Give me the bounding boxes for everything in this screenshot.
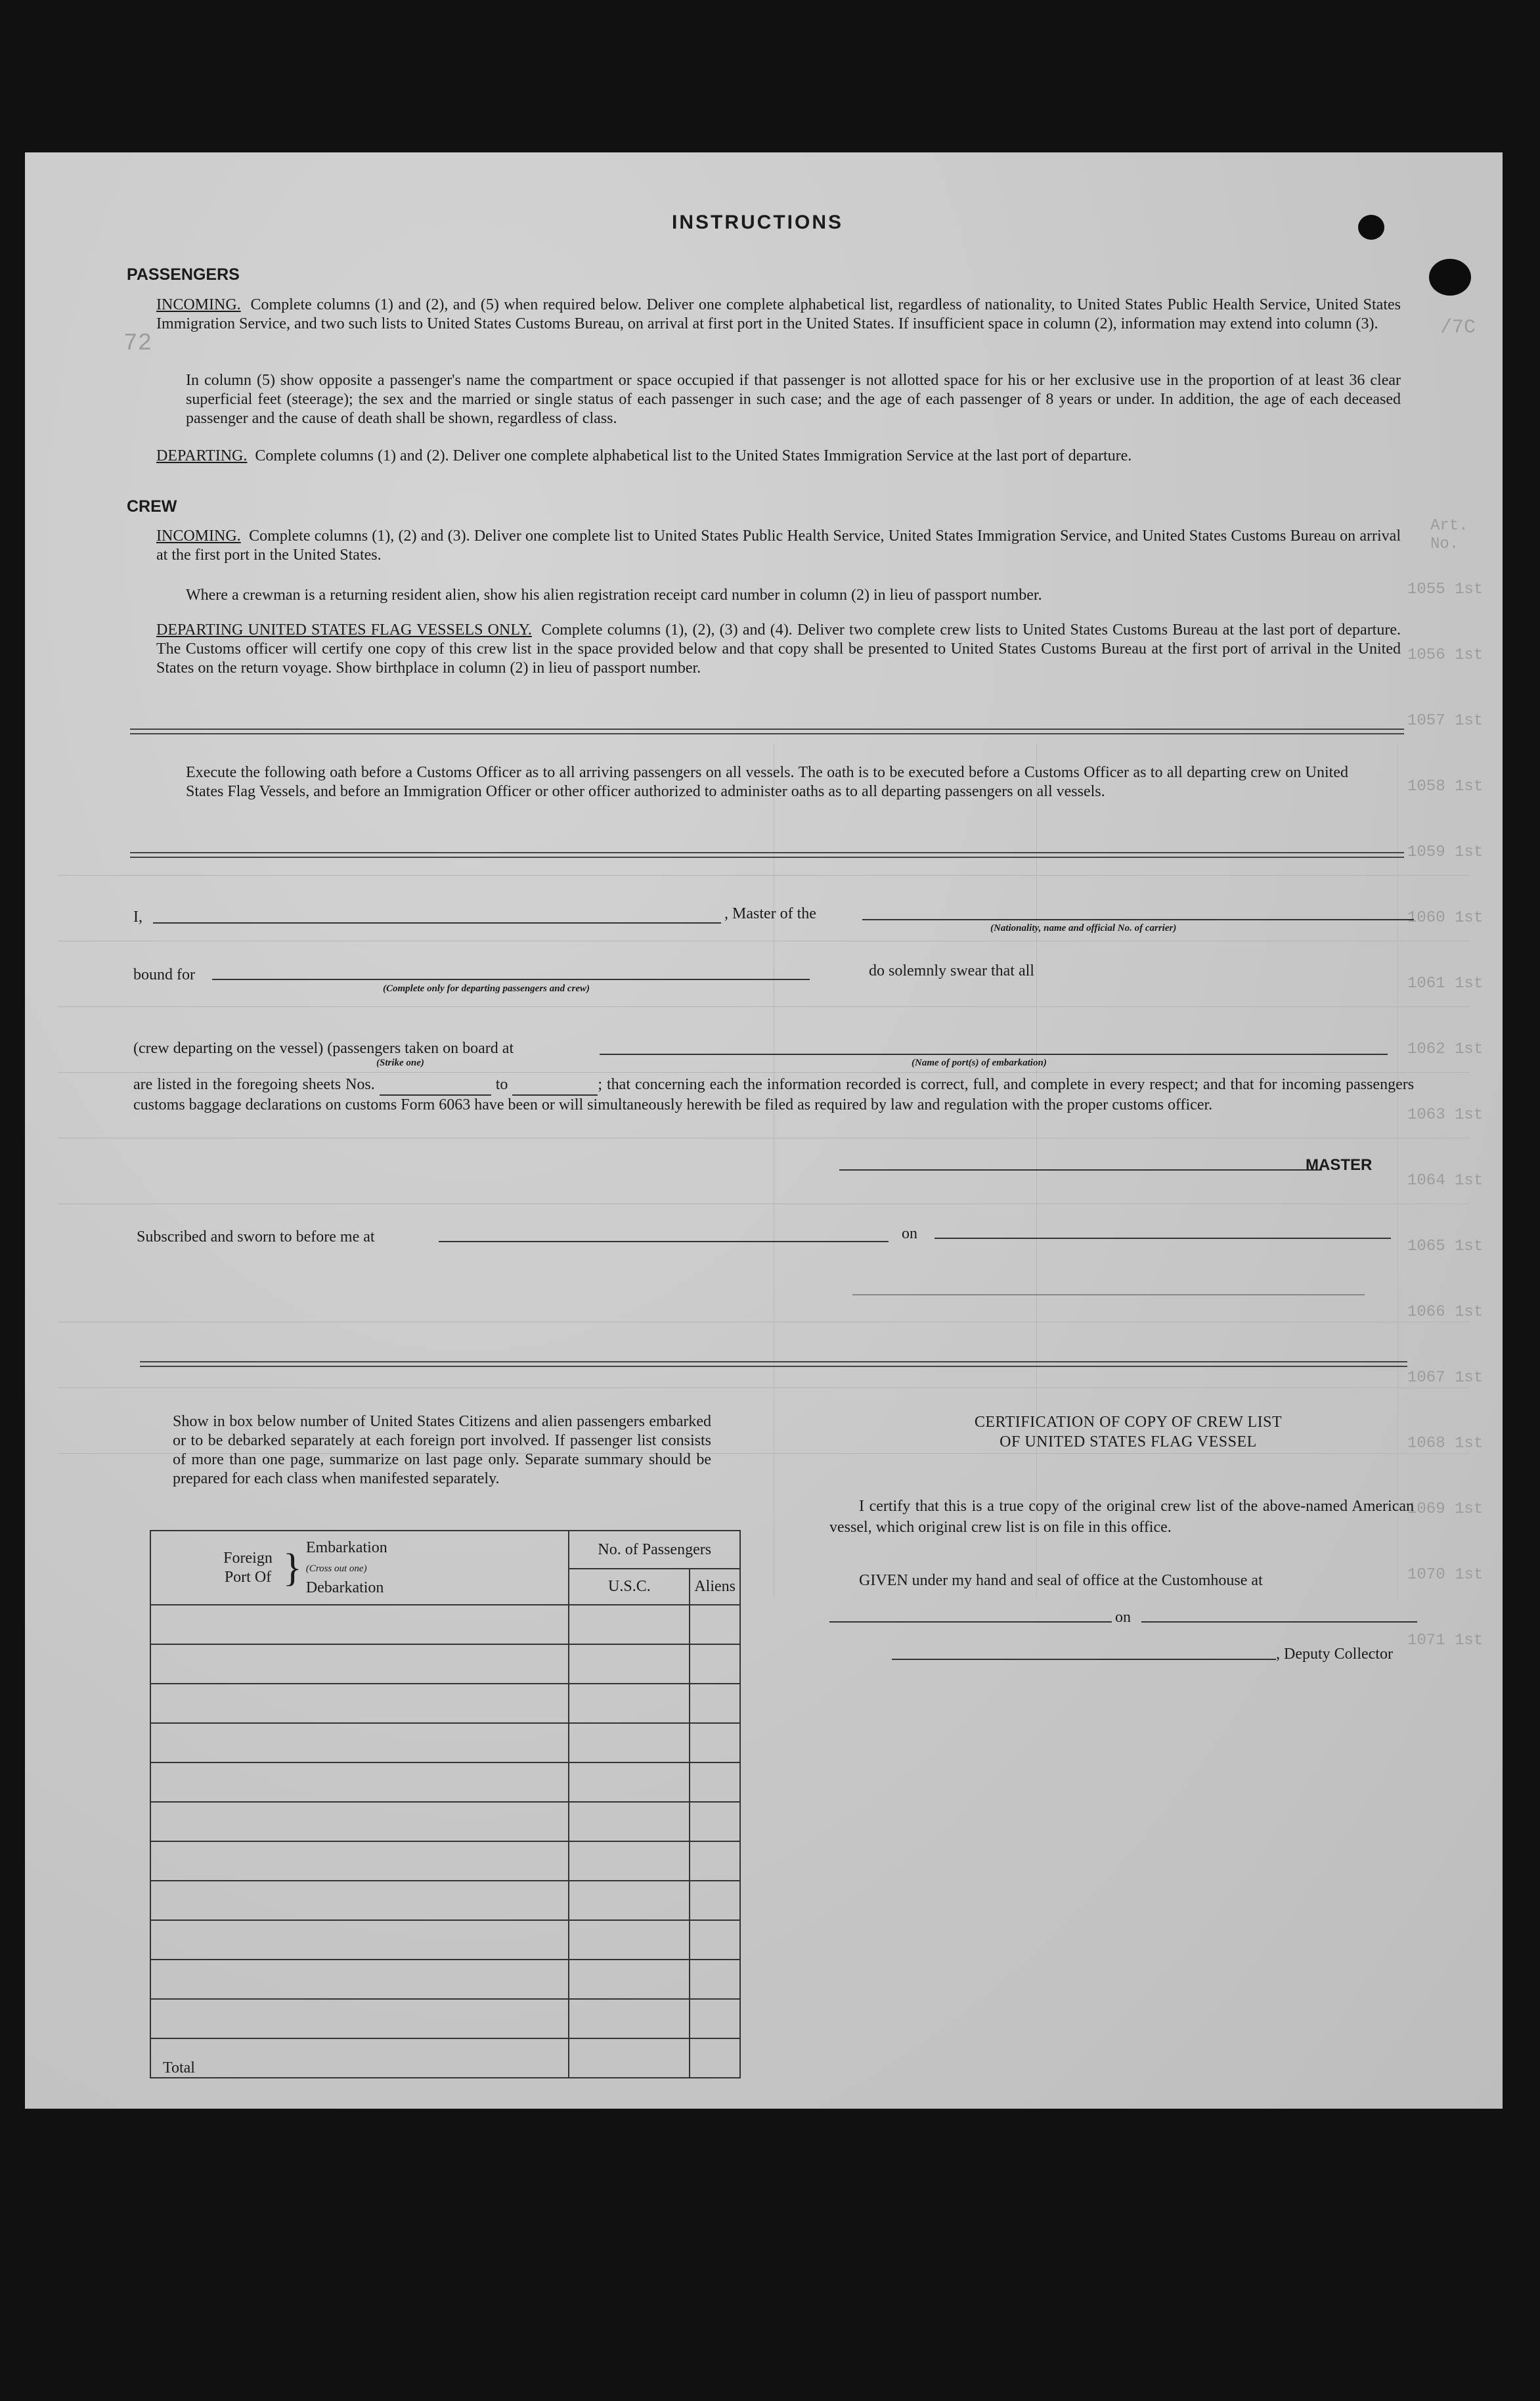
- passenger-summary-table: [150, 1530, 741, 2078]
- margin-mark: No.: [1430, 535, 1459, 553]
- sworn-date-line[interactable]: [935, 1238, 1391, 1239]
- summary-instructions: Show in box below number of United States Citizens and alien passengers embarked or to be debarked separately at each foreign port involved. If passenger list consists of more than one page, summarize on last page only. Separate summary should be prepared for each class when manifested separately.: [173, 1413, 711, 1487]
- listed-in-text: [133, 1075, 1414, 1115]
- bound-for-line[interactable]: [212, 979, 810, 980]
- listed-in-label: are listed in the foregoing sheets Nos.: [133, 1076, 375, 1093]
- bleed-number: 1068 1st: [1407, 1435, 1484, 1452]
- summary-row: [150, 1723, 740, 1762]
- strike-one-caption: (Strike one): [376, 1058, 424, 1068]
- crew-incoming-label: INCOMING.: [156, 527, 241, 545]
- cross-out-label: (Cross out one): [305, 1563, 367, 1574]
- total-usc-cell[interactable]: [569, 2038, 690, 2078]
- usc-cell[interactable]: [569, 1723, 690, 1762]
- total-label: Total: [150, 2038, 569, 2078]
- bleed-line: [58, 1387, 1470, 1388]
- summary-row: [150, 1960, 740, 1999]
- bleed-number: 1070 1st: [1407, 1566, 1484, 1584]
- bleed-number: 1055 1st: [1407, 581, 1484, 598]
- bleed-number: 1063 1st: [1407, 1106, 1484, 1124]
- certify-text: I certify that this is a true copy of the original crew list of the above-named American vessel, which original crew list is on file in this office.: [829, 1498, 1414, 1536]
- usc-cell[interactable]: [569, 1920, 690, 1960]
- usc-cell[interactable]: [569, 1841, 690, 1881]
- sheet-to-line[interactable]: [512, 1075, 598, 1096]
- summary-row: [150, 1762, 740, 1802]
- certification-date-line[interactable]: [1141, 1621, 1417, 1623]
- usc-cell[interactable]: [569, 1605, 690, 1644]
- aliens-cell[interactable]: [690, 1644, 740, 1684]
- sworn-place-line[interactable]: [439, 1241, 889, 1242]
- port-cell[interactable]: [150, 1762, 569, 1802]
- passengers-departing: [156, 447, 1401, 466]
- bleed-number: 1058 1st: [1407, 778, 1484, 796]
- port-header: Foreign Port Of } Embarkation (Cross out one) Debarkation: [150, 1531, 569, 1605]
- passengers-departing-label: DEPARTING.: [156, 447, 248, 464]
- aliens-cell[interactable]: [690, 1802, 740, 1841]
- aliens-cell[interactable]: [690, 1960, 740, 1999]
- summary-row: [150, 1684, 740, 1723]
- passengers-departing-text: Complete columns (1) and (2). Deliver one complete alphabetical list to the United States Immigration Service at the last port of departure.: [255, 447, 1132, 464]
- aliens-cell[interactable]: [690, 1762, 740, 1802]
- usc-cell[interactable]: [569, 1960, 690, 1999]
- crew-departing: [156, 621, 1401, 678]
- passengers-heading: PASSENGERS: [127, 265, 240, 284]
- bleed-number: 1065 1st: [1407, 1238, 1484, 1255]
- usc-cell[interactable]: [569, 1881, 690, 1920]
- bound-for-label: bound for: [133, 966, 195, 983]
- port-cell[interactable]: [150, 1605, 569, 1644]
- bleed-number: 1060 1st: [1407, 909, 1484, 927]
- margin-mark: /7C: [1440, 317, 1476, 339]
- summary-row: [150, 1920, 740, 1960]
- crew-heading: CREW: [127, 497, 177, 516]
- usc-header: U.S.C.: [569, 1569, 690, 1605]
- margin-mark: 72: [123, 330, 152, 357]
- master-name-line[interactable]: [153, 922, 721, 924]
- certification-on-label: on: [1115, 1609, 1131, 1626]
- summary-row: [150, 1841, 740, 1881]
- passengers-incoming-label: INCOMING.: [156, 296, 241, 313]
- ink-blot: [1358, 215, 1384, 240]
- summary-row: [150, 1605, 740, 1644]
- officer-line[interactable]: [852, 1294, 1365, 1295]
- embarkation-ports-line[interactable]: [600, 1054, 1388, 1055]
- usc-cell[interactable]: [569, 1762, 690, 1802]
- crew-departing-label: DEPARTING UNITED STATES FLAG VESSELS ONLY.: [156, 621, 532, 639]
- summary-row: [150, 1644, 740, 1684]
- crew-resident-text: Where a crewman is a returning resident alien, show his alien registration receipt card number in column (2) in lieu of passport number.: [186, 587, 1042, 604]
- aliens-cell[interactable]: [690, 1684, 740, 1723]
- port-cell[interactable]: [150, 1960, 569, 1999]
- no-passengers-header: No. of Passengers: [569, 1531, 740, 1569]
- usc-cell[interactable]: [569, 1644, 690, 1684]
- crew-incoming-text: Complete columns (1), (2) and (3). Deliver one complete list to United States Public Health Service, United States Immigration Service, and United States Customs Bureau on arrival at the first port in the United States.: [156, 527, 1401, 564]
- customhouse-line[interactable]: [829, 1621, 1112, 1623]
- double-rule: [140, 1361, 1407, 1367]
- aliens-cell[interactable]: [690, 1920, 740, 1960]
- deputy-signature-line[interactable]: [892, 1659, 1276, 1660]
- bleed-line: [58, 1006, 1470, 1007]
- summary-total-row: [150, 2038, 740, 2078]
- bleed-number: 1069 1st: [1407, 1500, 1484, 1518]
- passengers-incoming: [156, 296, 1401, 334]
- certification-heading: [898, 1412, 1358, 1452]
- port-cell[interactable]: [150, 1684, 569, 1723]
- total-aliens-cell[interactable]: [690, 2038, 740, 2078]
- swear-text: do solemnly swear that all: [869, 962, 1034, 979]
- subscribed-text: Subscribed and sworn to before me at: [137, 1228, 375, 1245]
- usc-cell[interactable]: [569, 1999, 690, 2038]
- summary-row: [150, 1802, 740, 1841]
- master-of-label: , Master of the: [724, 905, 816, 922]
- to-label: to: [495, 1076, 508, 1093]
- bleed-number: 1067 1st: [1407, 1369, 1484, 1387]
- port-cell[interactable]: [150, 1999, 569, 2038]
- embarkation-label: Embarkation: [305, 1538, 387, 1556]
- margin-mark: Art.: [1430, 517, 1468, 535]
- bleed-vline: [1397, 744, 1398, 1598]
- foreign-port-label: Foreign Port Of: [223, 1549, 273, 1586]
- bleed-number: 1064 1st: [1407, 1172, 1484, 1190]
- bleed-line: [58, 1203, 1470, 1204]
- double-rule: [130, 729, 1404, 734]
- usc-cell[interactable]: [569, 1802, 690, 1841]
- bleed-line: [58, 875, 1470, 876]
- port-cell[interactable]: [150, 1723, 569, 1762]
- bound-caption: (Complete only for departing passengers and crew): [383, 983, 590, 994]
- master-label: MASTER: [1306, 1156, 1373, 1174]
- bleed-number: 1071 1st: [1407, 1632, 1484, 1649]
- ports-caption: (Name of port(s) of embarkation): [912, 1058, 1047, 1068]
- aliens-cell[interactable]: [690, 1999, 740, 2038]
- bleed-vline: [1036, 744, 1037, 1598]
- bleed-number: 1057 1st: [1407, 712, 1484, 730]
- double-rule: [130, 852, 1404, 858]
- document-page: [25, 152, 1503, 2109]
- passengers-incoming-text: Complete columns (1) and (2), and (5) when required below. Deliver one complete alphabetical list, regardless of nationality, to United States Public Health Service, United States Immigration Service, and two such lists to United States Customs Bureau, on arrival at first port in the United States. If insufficient space in column (2), information may extend into column (3).: [156, 296, 1401, 332]
- port-cell[interactable]: [150, 1920, 569, 1960]
- summary-row: [150, 1881, 740, 1920]
- certification-heading-line2: OF UNITED STATES FLAG VESSEL: [1000, 1433, 1257, 1450]
- page-title: INSTRUCTIONS: [672, 212, 843, 233]
- port-cell[interactable]: [150, 1802, 569, 1841]
- sheet-from-line[interactable]: [380, 1075, 491, 1096]
- port-cell[interactable]: [150, 1644, 569, 1684]
- aliens-cell[interactable]: [690, 1841, 740, 1881]
- aliens-cell[interactable]: [690, 1723, 740, 1762]
- aliens-cell[interactable]: [690, 1605, 740, 1644]
- given-text: GIVEN under my hand and seal of office at the Customhouse at: [859, 1572, 1263, 1589]
- bleed-number: 1066 1st: [1407, 1303, 1484, 1321]
- certification-heading-line1: CERTIFICATION OF COPY OF CREW LIST: [974, 1414, 1283, 1431]
- debarkation-label: Debarkation: [305, 1579, 384, 1596]
- sworn-on-label: on: [902, 1225, 917, 1242]
- port-cell[interactable]: [150, 1841, 569, 1881]
- port-cell[interactable]: [150, 1881, 569, 1920]
- summary-row: [150, 1999, 740, 2038]
- oath-i-label: I,: [133, 909, 143, 926]
- bleed-number: 1062 1st: [1407, 1041, 1484, 1058]
- master-signature-line[interactable]: [839, 1169, 1322, 1171]
- crew-incoming: [156, 527, 1401, 565]
- deputy-collector-label: , Deputy Collector: [1276, 1646, 1393, 1663]
- crew-departing-text: (crew departing on the vessel) (passengers taken on board at: [133, 1040, 514, 1057]
- oath-intro: Execute the following oath before a Customs Officer as to all arriving passengers on all vessels. The oath is to be executed before a Customs Officer as to all departing crew on United States Flag Vessels, and before an Immigration Officer or other officer authorized to administer oaths as to all departing passengers on all vessels.: [186, 764, 1348, 800]
- carrier-line[interactable]: [862, 919, 1414, 920]
- aliens-header: Aliens: [690, 1569, 740, 1605]
- bleed-number: 1061 1st: [1407, 975, 1484, 993]
- ink-blot: [1429, 259, 1471, 296]
- bleed-line: [58, 1072, 1470, 1073]
- usc-cell[interactable]: [569, 1684, 690, 1723]
- bleed-number: 1056 1st: [1407, 646, 1484, 664]
- aliens-cell[interactable]: [690, 1881, 740, 1920]
- nationality-caption: (Nationality, name and official No. of carrier): [990, 923, 1177, 933]
- crew-departing-text: Complete columns (1), (2), (3) and (4). Deliver two complete crew lists to United States Customs Bureau at the last port of departure. The Customs officer will certify one copy of this crew list in the space provided below and that copy shall be presented to United States Customs Bureau at the first port of arrival in the United States on the return voyage. Show birthplace in column (2) in lieu of passport number.: [156, 621, 1401, 677]
- passengers-column5-text: In column (5) show opposite a passenger's name the compartment or space occupied if that passenger is not allotted space for his or her exclusive use in the proportion of at least 36 clear superficial feet (steerage); the sex and the married or single status of each passenger in such case; and the age of each passenger of 8 years or under. In addition, the age of each deceased passenger and the cause of death shall be shown, regardless of class.: [186, 372, 1401, 427]
- incoming-passengers-text: and that for incoming passengers customs baggage declarations on customs Form 6063 have been or will simultaneously herewith be filed as required by law and regulation with the proper customs officer.: [133, 1076, 1415, 1113]
- concerning-text: ; that concerning each the information recorded is correct, full, and complete in every respect;: [598, 1076, 1199, 1093]
- bleed-number: 1059 1st: [1407, 843, 1484, 861]
